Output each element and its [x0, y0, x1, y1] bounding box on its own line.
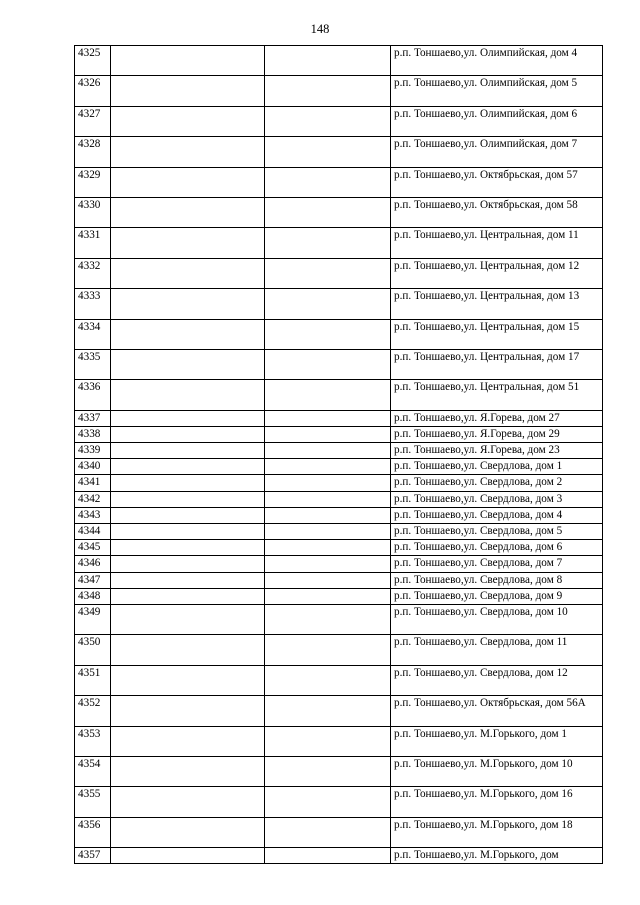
row-number-cell: 4354 — [75, 756, 111, 786]
empty-cell — [265, 319, 391, 349]
empty-cell — [111, 106, 265, 136]
table-row — [75, 787, 603, 817]
address-cell: р.п. Тоншаево,ул. Свердлова, дом 9 — [391, 588, 603, 604]
address-cell: р.п. Тоншаево,ул. М.Горького, дом — [391, 848, 603, 864]
empty-cell — [111, 756, 265, 786]
row-number-cell: 4352 — [75, 696, 111, 726]
page-number: 148 — [310, 22, 330, 36]
table-row — [75, 106, 603, 136]
table-row — [75, 426, 603, 442]
row-number-cell: 4330 — [75, 197, 111, 227]
row-number-cell: 4333 — [75, 289, 111, 319]
table-row — [75, 443, 603, 459]
empty-cell — [111, 349, 265, 379]
table-row — [75, 588, 603, 604]
table-row — [75, 459, 603, 475]
empty-cell — [265, 556, 391, 572]
address-cell: р.п. Тоншаево,ул. Свердлова, дом 7 — [391, 556, 603, 572]
row-number-cell: 4342 — [75, 491, 111, 507]
empty-cell — [265, 848, 391, 864]
empty-cell — [111, 635, 265, 665]
row-number-cell: 4340 — [75, 459, 111, 475]
empty-cell — [265, 588, 391, 604]
empty-cell — [265, 726, 391, 756]
empty-cell — [265, 540, 391, 556]
address-cell: р.п. Тоншаево,ул. Центральная, дом 13 — [391, 289, 603, 319]
empty-cell — [111, 228, 265, 258]
address-cell: р.п. Тоншаево,ул. Центральная, дом 11 — [391, 228, 603, 258]
table-row — [75, 258, 603, 288]
address-cell: р.п. Тоншаево,ул. Свердлова, дом 4 — [391, 507, 603, 523]
empty-cell — [265, 475, 391, 491]
empty-cell — [111, 848, 265, 864]
empty-cell — [265, 137, 391, 167]
address-cell: р.п. Тоншаево,ул. Центральная, дом 15 — [391, 319, 603, 349]
address-cell: р.п. Тоншаево,ул. Свердлова, дом 2 — [391, 475, 603, 491]
address-cell: р.п. Тоншаево,ул. Октябрьская, дом 58 — [391, 197, 603, 227]
address-cell: р.п. Тоншаево,ул. Олимпийская, дом 6 — [391, 106, 603, 136]
address-cell: р.п. Тоншаево,ул. Центральная, дом 51 — [391, 380, 603, 410]
address-cell: р.п. Тоншаево,ул. Я.Горева, дом 27 — [391, 410, 603, 426]
table-row — [75, 696, 603, 726]
empty-cell — [265, 258, 391, 288]
row-number-cell: 4327 — [75, 106, 111, 136]
address-cell: р.п. Тоншаево,ул. Свердлова, дом 11 — [391, 635, 603, 665]
table-row — [75, 507, 603, 523]
table-row — [75, 76, 603, 106]
row-number-cell: 4344 — [75, 524, 111, 540]
empty-cell — [111, 556, 265, 572]
row-number-cell: 4343 — [75, 507, 111, 523]
table-row — [75, 848, 603, 864]
registry-table-body — [75, 46, 603, 864]
row-number-cell: 4346 — [75, 556, 111, 572]
row-number-cell: 4335 — [75, 349, 111, 379]
empty-cell — [111, 443, 265, 459]
address-cell: р.п. Тоншаево,ул. Свердлова, дом 1 — [391, 459, 603, 475]
table-row — [75, 726, 603, 756]
table-row — [75, 167, 603, 197]
table-row — [75, 380, 603, 410]
empty-cell — [111, 491, 265, 507]
empty-cell — [265, 410, 391, 426]
table-row — [75, 572, 603, 588]
row-number-cell: 4345 — [75, 540, 111, 556]
table-row — [75, 556, 603, 572]
empty-cell — [111, 475, 265, 491]
table-row — [75, 524, 603, 540]
table-row — [75, 289, 603, 319]
empty-cell — [111, 787, 265, 817]
empty-cell — [111, 258, 265, 288]
empty-cell — [265, 46, 391, 76]
address-cell: р.п. Тоншаево,ул. Октябрьская, дом 56А — [391, 696, 603, 726]
address-cell: р.п. Тоншаево,ул. М.Горького, дом 1 — [391, 726, 603, 756]
empty-cell — [111, 665, 265, 695]
row-number-cell: 4356 — [75, 817, 111, 847]
empty-cell — [111, 410, 265, 426]
empty-cell — [265, 696, 391, 726]
empty-cell — [111, 507, 265, 523]
table-row — [75, 46, 603, 76]
empty-cell — [111, 604, 265, 634]
empty-cell — [265, 106, 391, 136]
empty-cell — [265, 635, 391, 665]
row-number-cell: 4351 — [75, 665, 111, 695]
table-row — [75, 349, 603, 379]
empty-cell — [111, 540, 265, 556]
empty-cell — [265, 443, 391, 459]
row-number-cell: 4326 — [75, 76, 111, 106]
empty-cell — [111, 426, 265, 442]
empty-cell — [265, 491, 391, 507]
row-number-cell: 4325 — [75, 46, 111, 76]
address-cell: р.п. Тоншаево,ул. Олимпийская, дом 5 — [391, 76, 603, 106]
row-number-cell: 4350 — [75, 635, 111, 665]
empty-cell — [111, 817, 265, 847]
row-number-cell: 4339 — [75, 443, 111, 459]
table-row — [75, 635, 603, 665]
empty-cell — [265, 604, 391, 634]
empty-cell — [265, 197, 391, 227]
row-number-cell: 4347 — [75, 572, 111, 588]
empty-cell — [111, 726, 265, 756]
empty-cell — [111, 289, 265, 319]
address-cell: р.п. Тоншаево,ул. Октябрьская, дом 57 — [391, 167, 603, 197]
table-row — [75, 137, 603, 167]
empty-cell — [111, 524, 265, 540]
empty-cell — [265, 426, 391, 442]
row-number-cell: 4355 — [75, 787, 111, 817]
row-number-cell: 4329 — [75, 167, 111, 197]
table-row — [75, 491, 603, 507]
empty-cell — [265, 167, 391, 197]
row-number-cell: 4353 — [75, 726, 111, 756]
row-number-cell: 4341 — [75, 475, 111, 491]
table-row — [75, 817, 603, 847]
address-cell: р.п. Тоншаево,ул. Я.Горева, дом 29 — [391, 426, 603, 442]
row-number-cell: 4337 — [75, 410, 111, 426]
row-number-cell: 4336 — [75, 380, 111, 410]
empty-cell — [111, 197, 265, 227]
table-row — [75, 197, 603, 227]
empty-cell — [111, 76, 265, 106]
table-row — [75, 756, 603, 786]
address-cell: р.п. Тоншаево,ул. М.Горького, дом 16 — [391, 787, 603, 817]
row-number-cell: 4331 — [75, 228, 111, 258]
empty-cell — [265, 349, 391, 379]
empty-cell — [265, 76, 391, 106]
address-cell: р.п. Тоншаево,ул. Свердлова, дом 3 — [391, 491, 603, 507]
empty-cell — [265, 228, 391, 258]
address-cell: р.п. Тоншаево,ул. Свердлова, дом 8 — [391, 572, 603, 588]
table-row — [75, 475, 603, 491]
row-number-cell: 4349 — [75, 604, 111, 634]
empty-cell — [111, 459, 265, 475]
table-row — [75, 228, 603, 258]
empty-cell — [111, 46, 265, 76]
row-number-cell: 4338 — [75, 426, 111, 442]
address-cell: р.п. Тоншаево,ул. Свердлова, дом 5 — [391, 524, 603, 540]
registry-table — [74, 45, 603, 864]
address-cell: р.п. Тоншаево,ул. Свердлова, дом 6 — [391, 540, 603, 556]
address-cell: р.п. Тоншаево,ул. Олимпийская, дом 7 — [391, 137, 603, 167]
empty-cell — [111, 167, 265, 197]
row-number-cell: 4328 — [75, 137, 111, 167]
empty-cell — [111, 588, 265, 604]
empty-cell — [265, 507, 391, 523]
table-row — [75, 319, 603, 349]
address-cell: р.п. Тоншаево,ул. М.Горького, дом 10 — [391, 756, 603, 786]
empty-cell — [265, 756, 391, 786]
empty-cell — [111, 319, 265, 349]
row-number-cell: 4334 — [75, 319, 111, 349]
address-cell: р.п. Тоншаево,ул. М.Горького, дом 18 — [391, 817, 603, 847]
address-cell: р.п. Тоншаево,ул. Центральная, дом 17 — [391, 349, 603, 379]
empty-cell — [265, 572, 391, 588]
empty-cell — [265, 380, 391, 410]
empty-cell — [111, 696, 265, 726]
empty-cell — [265, 289, 391, 319]
table-row — [75, 604, 603, 634]
row-number-cell: 4332 — [75, 258, 111, 288]
address-cell: р.п. Тоншаево,ул. Свердлова, дом 10 — [391, 604, 603, 634]
empty-cell — [111, 137, 265, 167]
empty-cell — [265, 817, 391, 847]
empty-cell — [265, 459, 391, 475]
address-cell: р.п. Тоншаево,ул. Олимпийская, дом 4 — [391, 46, 603, 76]
row-number-cell: 4357 — [75, 848, 111, 864]
address-cell: р.п. Тоншаево,ул. Центральная, дом 12 — [391, 258, 603, 288]
table-row — [75, 410, 603, 426]
empty-cell — [265, 787, 391, 817]
row-number-cell: 4348 — [75, 588, 111, 604]
empty-cell — [265, 524, 391, 540]
empty-cell — [111, 380, 265, 410]
table-row — [75, 540, 603, 556]
table-row — [75, 665, 603, 695]
empty-cell — [265, 665, 391, 695]
address-cell: р.п. Тоншаево,ул. Свердлова, дом 12 — [391, 665, 603, 695]
empty-cell — [111, 572, 265, 588]
address-cell: р.п. Тоншаево,ул. Я.Горева, дом 23 — [391, 443, 603, 459]
